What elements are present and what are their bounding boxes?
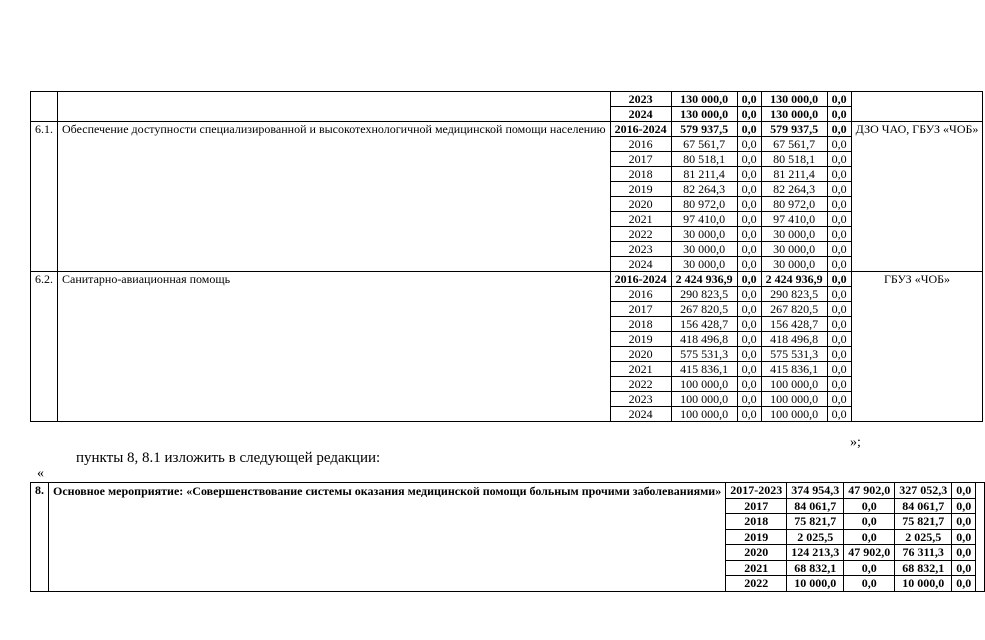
closing-quote: »;	[850, 435, 861, 450]
regional-cell: 97 410,0	[761, 212, 827, 227]
regional-cell: 30 000,0	[761, 257, 827, 272]
federal-cell: 0,0	[737, 227, 761, 242]
item-number-cell: 6.2.	[31, 272, 58, 422]
period-cell: 2021	[726, 560, 787, 576]
period-cell: 2024	[610, 407, 671, 422]
federal-cell: 0,0	[737, 377, 761, 392]
regional-cell: 76 311,3	[895, 545, 952, 561]
regional-cell: 80 518,1	[761, 152, 827, 167]
total-cell: 84 061,7	[787, 498, 844, 514]
total-cell: 290 823,5	[671, 287, 737, 302]
regional-cell: 2 424 936,9	[761, 272, 827, 287]
other-cell: 0,0	[827, 182, 851, 197]
other-cell: 0,0	[827, 257, 851, 272]
other-cell: 0,0	[827, 242, 851, 257]
total-cell: 267 820,5	[671, 302, 737, 317]
period-cell: 2017	[610, 302, 671, 317]
federal-cell: 0,0	[737, 347, 761, 362]
total-cell: 374 954,3	[787, 483, 844, 499]
regional-cell: 67 561,7	[761, 137, 827, 152]
regional-cell: 290 823,5	[761, 287, 827, 302]
total-cell: 579 937,5	[671, 122, 737, 137]
regional-cell: 130 000,0	[761, 92, 827, 107]
period-cell: 2016	[610, 287, 671, 302]
total-cell: 30 000,0	[671, 257, 737, 272]
federal-cell: 0,0	[737, 167, 761, 182]
total-cell: 82 264,3	[671, 182, 737, 197]
federal-cell: 0,0	[737, 137, 761, 152]
federal-cell: 0,0	[737, 107, 761, 122]
federal-cell: 0,0	[737, 392, 761, 407]
federal-cell: 0,0	[844, 529, 895, 545]
other-cell: 0,0	[952, 560, 976, 576]
total-cell: 100 000,0	[671, 377, 737, 392]
other-cell: 0,0	[827, 107, 851, 122]
federal-cell: 0,0	[737, 272, 761, 287]
federal-cell: 0,0	[737, 257, 761, 272]
regional-cell: 575 531,3	[761, 347, 827, 362]
regional-cell: 579 937,5	[761, 122, 827, 137]
total-cell: 2 025,5	[787, 529, 844, 545]
other-cell: 0,0	[827, 317, 851, 332]
other-cell: 0,0	[827, 197, 851, 212]
other-cell: 0,0	[827, 347, 851, 362]
other-cell: 0,0	[952, 576, 976, 592]
item-number-cell: 6.1.	[31, 122, 58, 272]
period-cell: 2023	[610, 392, 671, 407]
federal-cell: 0,0	[737, 182, 761, 197]
regional-cell: 30 000,0	[761, 242, 827, 257]
federal-cell: 47 902,0	[844, 483, 895, 499]
federal-cell: 0,0	[737, 122, 761, 137]
regional-cell: 10 000,0	[895, 576, 952, 592]
total-cell: 75 821,7	[787, 514, 844, 530]
total-cell: 100 000,0	[671, 407, 737, 422]
period-cell: 2017-2023	[726, 483, 787, 499]
federal-cell: 0,0	[737, 362, 761, 377]
federal-cell: 47 902,0	[844, 545, 895, 561]
executor-cell: ДЗО ЧАО, ГБУЗ «ЧОБ»	[851, 122, 983, 272]
total-cell: 130 000,0	[671, 107, 737, 122]
regional-cell: 75 821,7	[895, 514, 952, 530]
period-cell: 2017	[610, 152, 671, 167]
table-row	[31, 122, 983, 137]
period-cell: 2019	[726, 529, 787, 545]
federal-cell: 0,0	[737, 212, 761, 227]
other-cell: 0,0	[827, 272, 851, 287]
period-cell: 2021	[610, 212, 671, 227]
total-cell: 418 496,8	[671, 332, 737, 347]
budget-table-continuation	[30, 91, 983, 422]
regional-cell: 81 211,4	[761, 167, 827, 182]
other-cell: 0,0	[827, 212, 851, 227]
period-cell: 2018	[610, 317, 671, 332]
total-cell: 124 213,3	[787, 545, 844, 561]
federal-cell: 0,0	[737, 317, 761, 332]
regional-cell: 100 000,0	[761, 407, 827, 422]
description-cell: Обеспечение доступности специализированной и высокотехнологичной медицинской помощи населению	[58, 122, 611, 272]
period-cell: 2023	[610, 92, 671, 107]
total-cell: 68 832,1	[787, 560, 844, 576]
period-cell: 2024	[610, 107, 671, 122]
other-cell: 0,0	[827, 152, 851, 167]
federal-cell: 0,0	[737, 302, 761, 317]
period-cell: 2024	[610, 257, 671, 272]
total-cell: 30 000,0	[671, 242, 737, 257]
federal-cell: 0,0	[737, 287, 761, 302]
item-number-cell: 8.	[31, 483, 49, 592]
other-cell: 0,0	[827, 167, 851, 182]
regional-cell: 68 832,1	[895, 560, 952, 576]
federal-cell: 0,0	[844, 576, 895, 592]
federal-cell: 0,0	[737, 407, 761, 422]
executor-cell	[976, 483, 985, 592]
regional-cell: 82 264,3	[761, 182, 827, 197]
executor-cell: ГБУЗ «ЧОБ»	[851, 272, 983, 422]
period-cell: 2020	[610, 347, 671, 362]
table-row	[31, 92, 983, 107]
regional-cell: 267 820,5	[761, 302, 827, 317]
federal-cell: 0,0	[737, 92, 761, 107]
total-cell: 415 836,1	[671, 362, 737, 377]
description-cell	[58, 92, 611, 122]
regional-cell: 418 496,8	[761, 332, 827, 347]
period-cell: 2016-2024	[610, 122, 671, 137]
period-cell: 2022	[610, 227, 671, 242]
other-cell: 0,0	[827, 407, 851, 422]
other-cell: 0,0	[827, 302, 851, 317]
federal-cell: 0,0	[844, 498, 895, 514]
total-cell: 80 972,0	[671, 197, 737, 212]
period-cell: 2016	[610, 137, 671, 152]
other-cell: 0,0	[827, 332, 851, 347]
period-cell: 2020	[610, 197, 671, 212]
regional-cell: 100 000,0	[761, 377, 827, 392]
regional-cell: 156 428,7	[761, 317, 827, 332]
period-cell: 2019	[610, 332, 671, 347]
other-cell: 0,0	[827, 377, 851, 392]
period-cell: 2017	[726, 498, 787, 514]
budget-table-item-8	[30, 482, 985, 592]
regional-cell: 2 025,5	[895, 529, 952, 545]
other-cell: 0,0	[827, 92, 851, 107]
federal-cell: 0,0	[737, 332, 761, 347]
other-cell: 0,0	[952, 545, 976, 561]
federal-cell: 0,0	[737, 197, 761, 212]
period-cell: 2018	[726, 514, 787, 530]
table-row	[31, 483, 985, 499]
total-cell: 67 561,7	[671, 137, 737, 152]
total-cell: 156 428,7	[671, 317, 737, 332]
other-cell: 0,0	[952, 483, 976, 499]
federal-cell: 0,0	[737, 152, 761, 167]
period-cell: 2020	[726, 545, 787, 561]
other-cell: 0,0	[827, 122, 851, 137]
total-cell: 30 000,0	[671, 227, 737, 242]
period-cell: 2022	[726, 576, 787, 592]
other-cell: 0,0	[827, 227, 851, 242]
period-cell: 2018	[610, 167, 671, 182]
amendment-instruction: пункты 8, 8.1 изложить в следующей редакции:	[76, 450, 381, 466]
regional-cell: 415 836,1	[761, 362, 827, 377]
other-cell: 0,0	[952, 514, 976, 530]
other-cell: 0,0	[827, 392, 851, 407]
total-cell: 2 424 936,9	[671, 272, 737, 287]
regional-cell: 30 000,0	[761, 227, 827, 242]
total-cell: 100 000,0	[671, 392, 737, 407]
description-cell: Основное мероприятие: «Совершенствование системы оказания медицинской помощи больным прочими заболеваниями»	[49, 483, 726, 592]
total-cell: 81 211,4	[671, 167, 737, 182]
period-cell: 2021	[610, 362, 671, 377]
period-cell: 2019	[610, 182, 671, 197]
total-cell: 97 410,0	[671, 212, 737, 227]
other-cell: 0,0	[952, 498, 976, 514]
opening-quote: «	[37, 466, 44, 481]
federal-cell: 0,0	[844, 514, 895, 530]
federal-cell: 0,0	[844, 560, 895, 576]
total-cell: 575 531,3	[671, 347, 737, 362]
regional-cell: 80 972,0	[761, 197, 827, 212]
period-cell: 2022	[610, 377, 671, 392]
description-cell: Санитарно-авиационная помощь	[58, 272, 611, 422]
other-cell: 0,0	[827, 137, 851, 152]
regional-cell: 84 061,7	[895, 498, 952, 514]
regional-cell: 327 052,3	[895, 483, 952, 499]
table-row	[31, 272, 983, 287]
total-cell: 80 518,1	[671, 152, 737, 167]
item-number-cell	[31, 92, 58, 122]
regional-cell: 100 000,0	[761, 392, 827, 407]
other-cell: 0,0	[827, 362, 851, 377]
federal-cell: 0,0	[737, 242, 761, 257]
total-cell: 130 000,0	[671, 92, 737, 107]
period-cell: 2016-2024	[610, 272, 671, 287]
other-cell: 0,0	[952, 529, 976, 545]
regional-cell: 130 000,0	[761, 107, 827, 122]
executor-cell	[851, 92, 983, 122]
other-cell: 0,0	[827, 287, 851, 302]
total-cell: 10 000,0	[787, 576, 844, 592]
period-cell: 2023	[610, 242, 671, 257]
